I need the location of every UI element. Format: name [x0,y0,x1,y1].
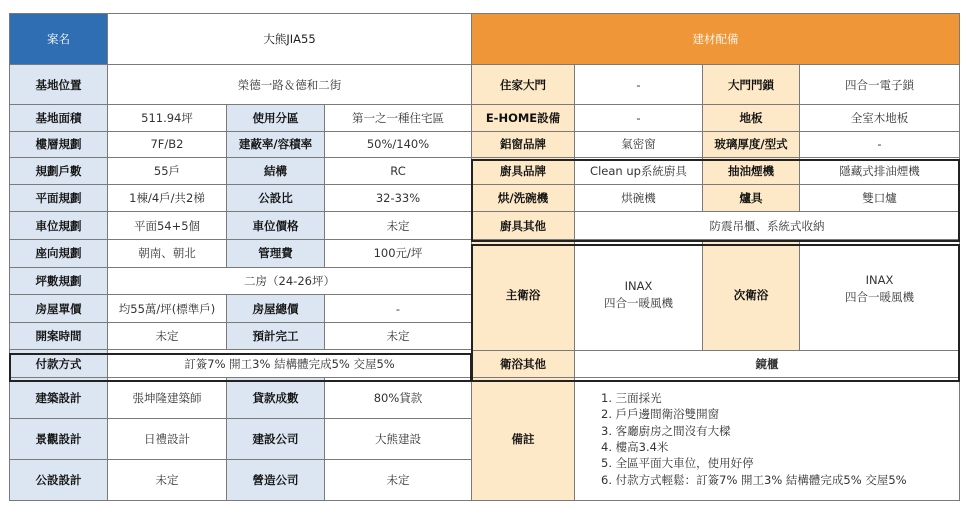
kitchen-brand-label: 廚具品牌 [472,158,575,185]
dryer-label: 烘/洗碗機 [472,184,575,212]
coverage-label: 建蔽率/容積率 [227,131,325,158]
project-info-table [9,13,472,501]
door-lock-label: 大門門鎖 [703,65,800,105]
public-design-value: 未定 [108,459,227,500]
loan-value: 80%貸款 [325,378,472,419]
location-value: 榮德一路＆德和二街 [108,65,472,105]
parking-label: 車位規劃 [10,212,108,240]
range-hood-value: 隱藏式排油煙機 [800,158,960,185]
property-info-sheet [9,13,959,501]
parking-value: 平面54+5個 [108,212,227,240]
remark-item: 3. 客廳廚房之間沒有大樑 [601,423,731,438]
contractor-value: 未定 [325,459,472,500]
bath-other-value: 鏡櫃 [575,350,960,378]
sub-bath-fan: 四合一暖風機 [845,290,914,305]
ehome-value: - [575,105,703,132]
architect-label: 建築設計 [10,378,108,419]
glass-label: 玻璃厚度/型式 [703,131,800,158]
unit-price-value: 均55萬/坪(標準戶) [108,295,227,323]
parking-price-label: 車位價格 [227,212,325,240]
zoning-label: 使用分區 [227,105,325,132]
unit-price-label: 房屋單價 [10,295,108,323]
remark-item: 4. 樓高3.4米 [601,440,669,455]
main-bath-value [575,240,703,350]
payment-label: 付款方式 [10,350,108,378]
contractor-label: 營造公司 [227,459,325,500]
kitchen-other-value: 防震吊櫃、系統式收納 [575,212,960,240]
dryer-value: 烘碗機 [575,184,703,212]
materials-title: 建材配備 [472,14,960,65]
structure-value: RC [325,158,472,185]
landscape-label: 景觀設計 [10,419,108,460]
public-ratio-label: 公設比 [227,184,325,212]
builder-label: 建設公司 [227,419,325,460]
main-bath-fan: 四合一暖風機 [604,295,673,310]
kitchen-other-label: 廚具其他 [472,212,575,240]
units-label: 規劃戶數 [10,158,108,185]
location-label: 基地位置 [10,65,108,105]
area-value: 511.94坪 [108,105,227,132]
remark-item: 6. 付款方式輕鬆：訂簽7% 開工3% 結構體完成5% 交屋5% [601,472,907,487]
total-price-value: - [325,295,472,323]
parking-price-value: 未定 [325,212,472,240]
sub-bath-value [800,240,960,350]
main-bath-brand: INAX [624,278,653,293]
window-brand-value: 氣密窗 [575,131,703,158]
stove-label: 爐具 [703,184,800,212]
range-hood-label: 抽油煙機 [703,158,800,185]
remarks-label: 備註 [472,378,575,501]
public-design-label: 公設設計 [10,459,108,500]
ehome-label: E-HOME設備 [472,105,575,132]
orientation-value: 朝南、朝北 [108,240,227,268]
landscape-value: 日禮設計 [108,419,227,460]
area-label: 基地面積 [10,105,108,132]
main-door-value: - [575,65,703,105]
architect-value: 張坤隆建築師 [108,378,227,419]
open-time-label: 開案時間 [10,322,108,350]
plan-value: 1棟/4戶/共2梯 [108,184,227,212]
structure-label: 結構 [227,158,325,185]
plan-label: 平面規劃 [10,184,108,212]
floor-value: 全室木地板 [800,105,960,132]
main-door-label: 住家大門 [472,65,575,105]
remark-item: 5. 全區平面大車位，使用好停 [601,456,754,471]
sub-bath-label: 次衛浴 [703,240,800,350]
total-price-label: 房屋總價 [227,295,325,323]
size-value: 二房（24-26坪） [108,267,472,295]
window-brand-label: 鋁窗品牌 [472,131,575,158]
project-name-label: 案名 [10,14,108,65]
project-name: 大熊JIA55 [108,14,472,65]
completion-value: 未定 [325,322,472,350]
open-time-value: 未定 [108,322,227,350]
payment-value: 訂簽7% 開工3% 結構體完成5% 交屋5% [108,350,472,378]
zoning-value: 第一之一種住宅區 [325,105,472,132]
kitchen-brand-value: Clean up系統廚具 [575,158,703,185]
management-fee-label: 管理費 [227,240,325,268]
remarks-list [575,378,960,501]
door-lock-value: 四合一電子鎖 [800,65,960,105]
stove-value: 雙口爐 [800,184,960,212]
management-fee-value: 100元/坪 [325,240,472,268]
floors-value: 7F/B2 [108,131,227,158]
remark-item: 2. 戶戶邊間衛浴雙開窗 [601,407,720,422]
units-value: 55戶 [108,158,227,185]
bath-other-label: 衛浴其他 [472,350,575,378]
completion-label: 預計完工 [227,322,325,350]
main-bath-label: 主衛浴 [472,240,575,350]
orientation-label: 座向規劃 [10,240,108,268]
floor-label: 地板 [703,105,800,132]
sub-bath-brand: INAX [865,273,894,288]
loan-label: 貸款成數 [227,378,325,419]
size-label: 坪數規劃 [10,267,108,295]
public-ratio-value: 32-33% [325,184,472,212]
floors-label: 樓層規劃 [10,131,108,158]
remark-item: 1. 三面採光 [601,391,662,406]
builder-value: 大熊建設 [325,419,472,460]
materials-table [471,13,960,501]
coverage-value: 50%/140% [325,131,472,158]
glass-value: - [800,131,960,158]
